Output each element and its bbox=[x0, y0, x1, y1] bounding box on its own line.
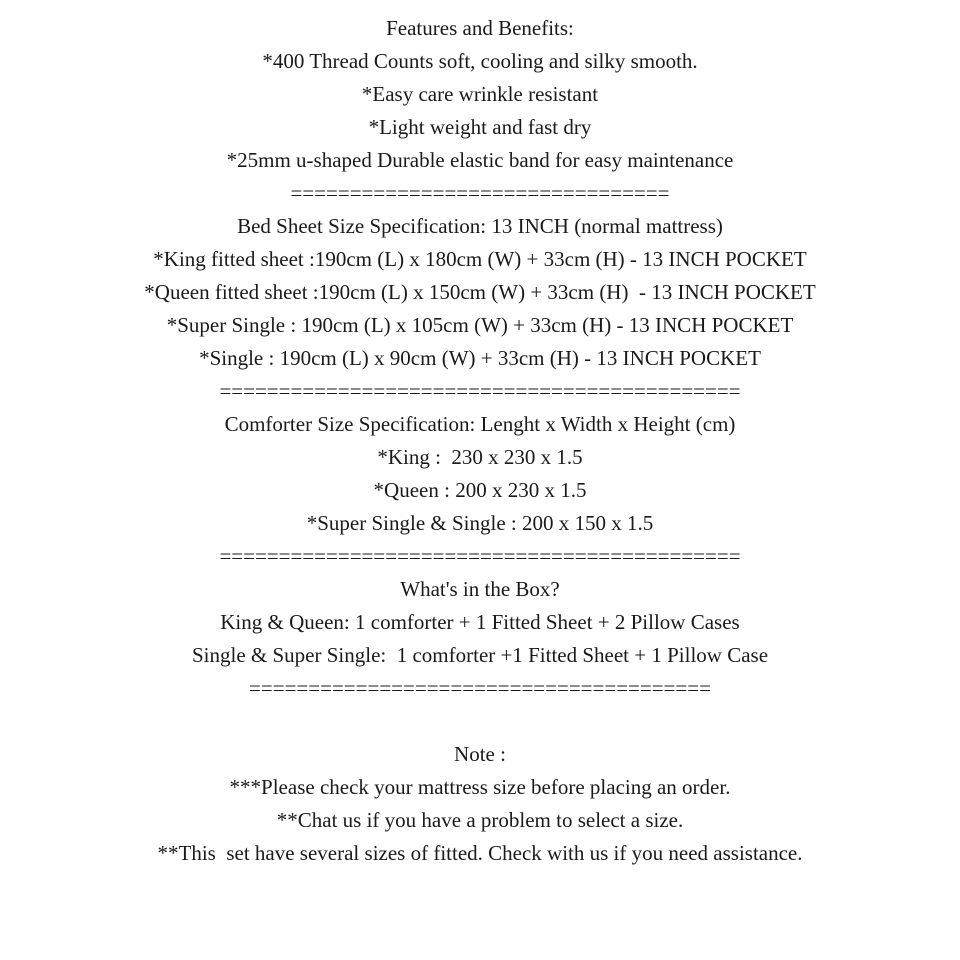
note-chat-us: **Chat us if you have a problem to select a size. bbox=[276, 808, 684, 832]
section-heading-comforter-size: Comforter Size Specification: Lenght x Width x Height (cm) bbox=[224, 412, 736, 436]
divider: ============================================ bbox=[219, 544, 741, 568]
blank-line bbox=[0, 705, 960, 738]
section-heading-features: Features and Benefits: bbox=[386, 16, 574, 40]
size-single-fitted: *Single : 190cm (L) x 90cm (W) + 33cm (H) - 13 INCH POCKET bbox=[199, 346, 761, 370]
divider: ================================ bbox=[290, 181, 670, 205]
comforter-super-single-single: *Super Single & Single : 200 x 150 x 1.5 bbox=[306, 511, 654, 535]
note-check-mattress: ***Please check your mattress size before placing an order. bbox=[229, 775, 731, 799]
feature-thread-count: *400 Thread Counts soft, cooling and silky smooth. bbox=[262, 49, 698, 73]
note-several-sizes: **This set have several sizes of fitted. Check with us if you need assistance. bbox=[157, 841, 803, 865]
feature-wrinkle-resistant: *Easy care wrinkle resistant bbox=[361, 82, 599, 106]
size-queen-fitted: *Queen fitted sheet :190cm (L) x 150cm (W) + 33cm (H) - 13 INCH POCKET bbox=[144, 280, 816, 304]
size-king-fitted: *King fitted sheet :190cm (L) x 180cm (W) + 33cm (H) - 13 INCH POCKET bbox=[153, 247, 807, 271]
box-contents-king-queen: King & Queen: 1 comforter + 1 Fitted Sheet + 2 Pillow Cases bbox=[220, 610, 740, 634]
section-heading-bed-sheet-size: Bed Sheet Size Specification: 13 INCH (normal mattress) bbox=[237, 214, 723, 238]
section-heading-whats-in-box: What's in the Box? bbox=[400, 577, 560, 601]
divider: ============================================ bbox=[219, 379, 741, 403]
box-contents-single: Single & Super Single: 1 comforter +1 Fitted Sheet + 1 Pillow Case bbox=[191, 643, 769, 667]
comforter-queen: *Queen : 200 x 230 x 1.5 bbox=[373, 478, 587, 502]
comforter-king: *King : 230 x 230 x 1.5 bbox=[377, 445, 583, 469]
divider: ======================================= bbox=[249, 676, 711, 700]
feature-light-weight: *Light weight and fast dry bbox=[368, 115, 592, 139]
product-description bbox=[0, 12, 960, 870]
feature-elastic-band: *25mm u-shaped Durable elastic band for easy maintenance bbox=[226, 148, 734, 172]
section-heading-note: Note : bbox=[454, 742, 506, 766]
size-super-single-fitted: *Super Single : 190cm (L) x 105cm (W) + 33cm (H) - 13 INCH POCKET bbox=[166, 313, 794, 337]
